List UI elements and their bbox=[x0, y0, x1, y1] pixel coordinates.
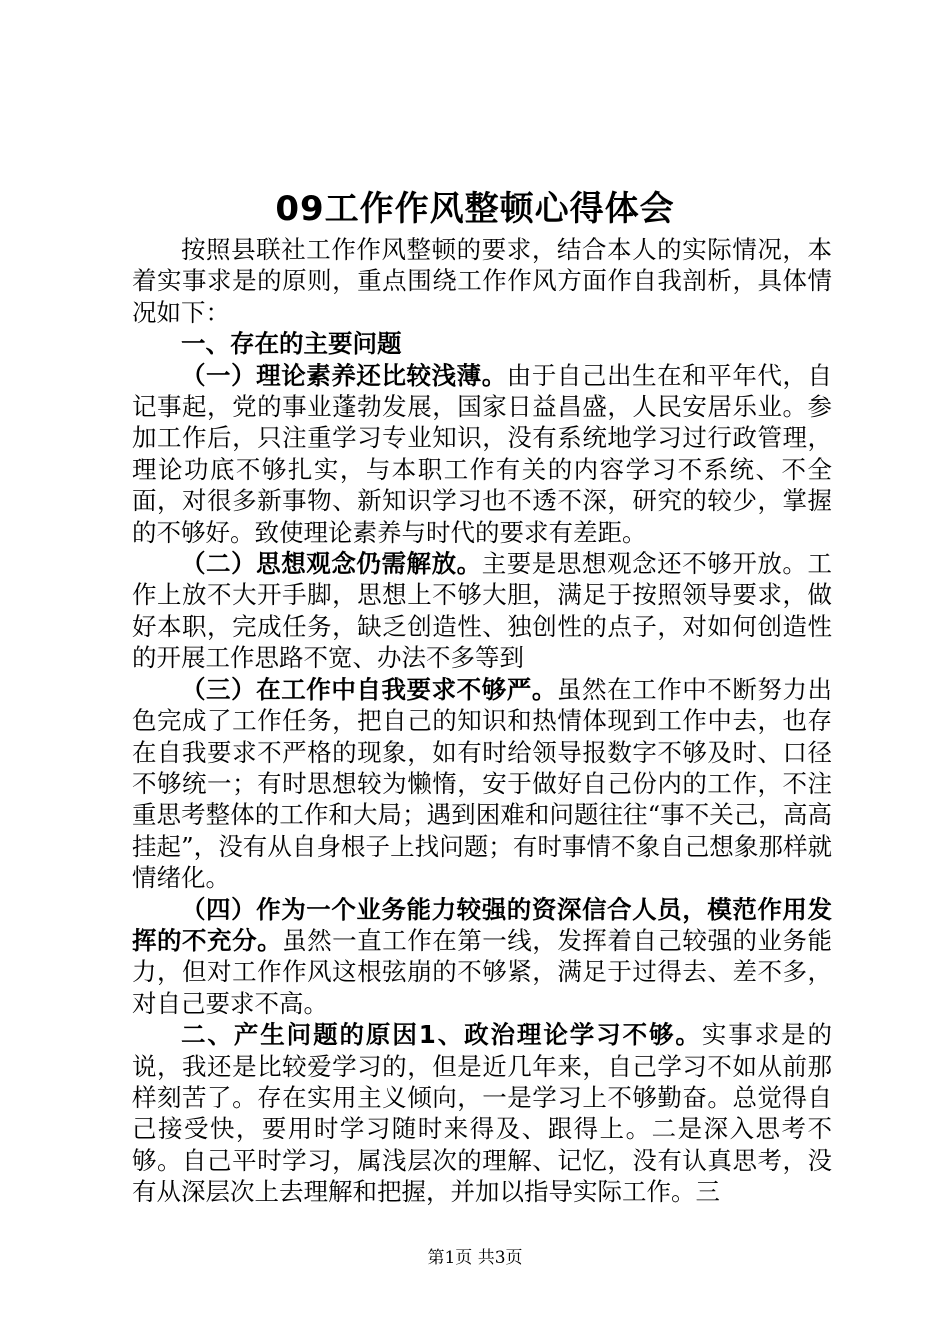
paragraph-problem-1 bbox=[132, 360, 832, 548]
paragraph-text: 虽然在工作中不断努力出色完成了工作任务，把自己的知识和热情体现到工作中去，也存在自我要求不严格的现象，如有时给领导报数字不够及时、口径不够统一；有时思想较为懒惰，安于做好自己份内的工作，不注重思考整体的工作和大局；遇到困难和问题往往“事不关己，高高挂起”，没有从自身根子上找问题；有时事情不象自己想象那样就情绪化。 bbox=[132, 674, 833, 893]
paragraph-heading: （一）理论素养还比较浅薄。 bbox=[181, 360, 507, 390]
page-number-footer: 第1页 共3页 bbox=[427, 1248, 523, 1268]
paragraph-text: 实事求是的说，我还是比较爱学习的，但是近几年来，自己学习不如从前那样刻苦了。存在实用主义倾向，一是学习上不够勤奋。总觉得自己接受快，要用时学习随时来得及、跟得上。二是深入思考不够。自己平时学习，属浅层次的理解、记忆，没有认真思考，没有从深层次上去理解和把握，并加以指导实际工作。三 bbox=[132, 1020, 833, 1207]
paragraph-problem-3 bbox=[132, 674, 832, 894]
paragraph-text: 按照县联社工作作风整顿的要求，结合本人的实际情况，本着实事求是的原则，重点围绕工作作风方面作自我剖析，具体情况如下： bbox=[132, 235, 832, 327]
paragraph-heading: 一、存在的主要问题 bbox=[181, 329, 402, 359]
section-heading-problems bbox=[132, 328, 832, 359]
paragraph-text: 由于自己出生在和平年代，自记事起，党的事业蓬勃发展，国家日益昌盛，人民安居乐业。参加工作后，只注重学习专业知识，没有系统地学习过行政管理，理论功底不够扎实，与本职工作有关的内容学习不系统、不全面，对很多新事物、新知识学习也不透不深，研究的较少，掌握的不够好。致使理论素养与时代的要求有差距。 bbox=[132, 360, 832, 547]
paragraph-heading: 二、产生问题的原因1、政治理论学习不够。 bbox=[181, 1020, 702, 1050]
paragraph-intro bbox=[132, 234, 832, 328]
document-title: 09工作作风整顿心得体会 bbox=[275, 189, 675, 229]
paragraph-heading: （三）在工作中自我要求不够严。 bbox=[181, 674, 557, 704]
paragraph-problem-2 bbox=[132, 548, 832, 674]
paragraph-problem-4 bbox=[132, 894, 832, 1020]
paragraph-heading: （二）思想观念仍需解放。 bbox=[181, 549, 482, 579]
document-body bbox=[132, 234, 832, 1208]
paragraph-causes bbox=[132, 1019, 832, 1207]
paragraph-heading: （四）作为一个业务能力较强的资深信合人员，模范作用发挥的不充分。 bbox=[132, 894, 832, 955]
paragraph-text: 主要是思想观念还不够开放。工作上放不大开手脚，思想上不够大胆，满足于按照领导要求，做好本职，完成任务，缺乏创造性、独创性的点子，对如何创造性的开展工作思路不宽、办法不多等到 bbox=[132, 549, 832, 673]
paragraph-text: 虽然一直工作在第一线，发挥着自己较强的业务能力，但对工作作风这根弦崩的不够紧，满足于过得去、差不多，对自己要求不高。 bbox=[132, 925, 833, 1018]
